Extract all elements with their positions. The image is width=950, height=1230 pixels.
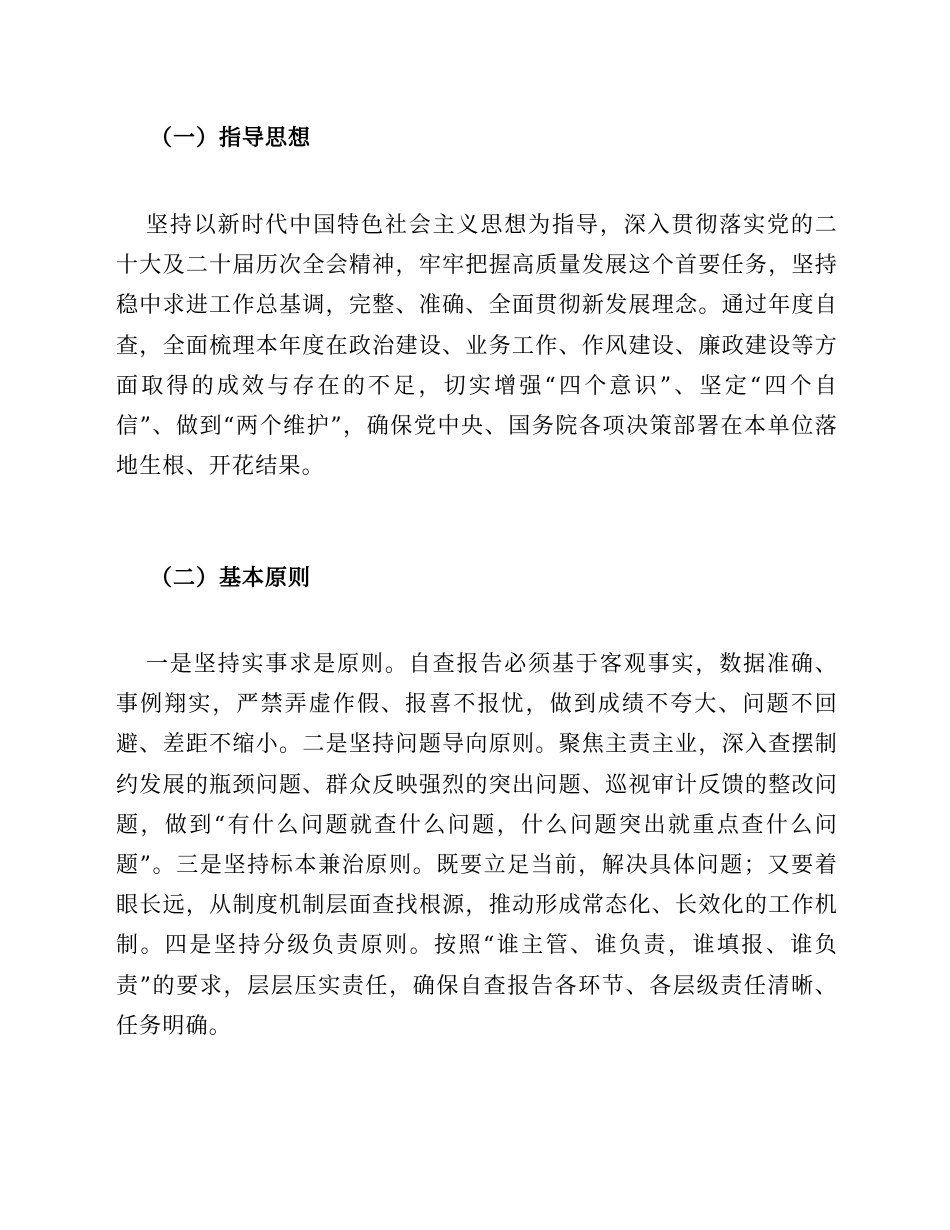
section-heading-basic-principles: （二）基本原则 (150, 565, 312, 591)
section-heading-guiding-ideology: （一）指导思想 (150, 125, 312, 151)
section-body-guiding-ideology: 坚持以新时代中国特色社会主义思想为指导，深入贯彻落实党的二十大及二十届历次全会精神，牢牢把握高质量发展这个首要任务，坚持稳中求进工作总基调，完整、准确、全面贯彻新发展理念。通过年度自查，全面梳理本年度在政治建设、业务工作、作风建设、廉政建设等方面取得的成效与存在的不足，切实增强“四个意识”、坚定“四个自信”、做到“两个维护”，确保党中央、国务院各项决策部署在本单位落地生根、开花结果。 (116, 213, 838, 480)
section-body-basic-principles: 一是坚持实事求是原则。自查报告必须基于客观事实，数据准确、事例翔实，严禁弄虚作假、报喜不报忧，做到成绩不夸大、问题不回避、差距不缩小。二是坚持问题导向原则。聚焦主责主业，深入查摆制约发展的瓶颈问题、群众反映强烈的突出问题、巡视审计反馈的整改问题，做到“有什么问题就查什么问题，什么问题突出就重点查什么问题”。三是坚持标本兼治原则。既要立足当前，解决具体问题；又要着眼长远，从制度机制层面查找根源，推动形成常态化、长效化的工作机制。四是坚持分级负责原则。按照“谁主管、谁负责，谁填报、谁负责”的要求，层层压实责任，确保自查报告各环节、各层级责任清晰、任务明确。 (116, 652, 838, 1039)
